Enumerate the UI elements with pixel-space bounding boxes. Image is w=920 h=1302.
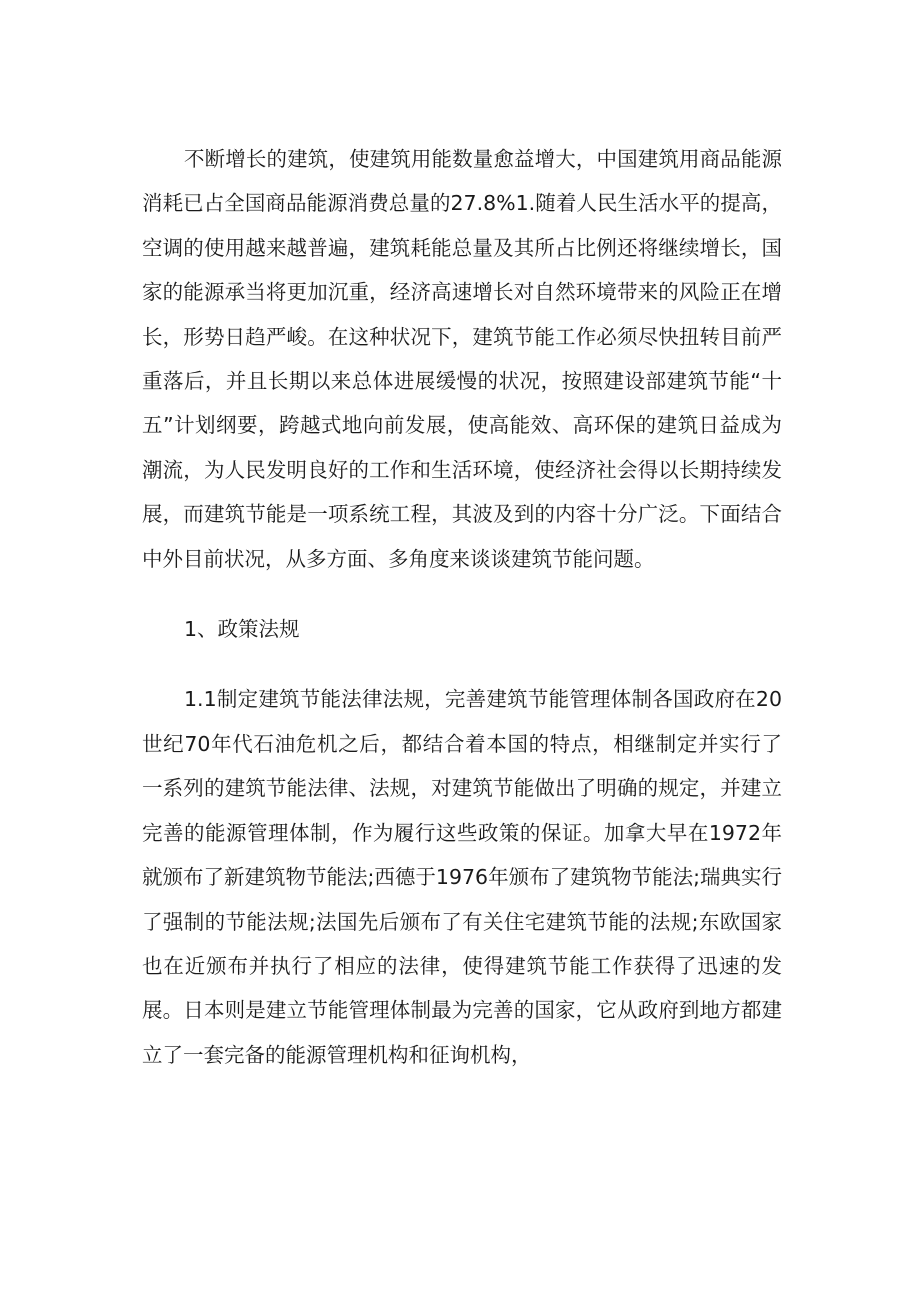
section-heading: 1、政策法规	[184, 617, 300, 642]
intro-paragraph: 不断增长的建筑，使建筑用能数量愈益增大，中国建筑用商品能源消耗已占全国商品能源消费总量的27.8%1.随着人民生活水平的提高，空调的使用越来越普遍，建筑耗能总量及其所占比例还将继续增长，国家的能源承当将更加沉重，经济高速增长对自然环境带来的风险正在增长，形势日趋严峻。在这种状况下，建筑节能工作必须尽快扭转目前严重落后，并且长期以来总体进展缓慢的状况，按照建设部建筑节能“十五”计划纲要，跨越式地向前发展，使高能效、高环保的建筑日益成为潮流，为人民发明良好的工作和生活环境，使经济社会得以长期持续发展，而建筑节能是一项系统工程，其波及到的内容十分广泛。下面结合中外目前状况，从多方面、多角度来谈谈建筑节能问题。	[142, 147, 782, 571]
document-body	[142, 137, 782, 1077]
policy-paragraph: 1.1制定建筑节能法律法规，完善建筑节能管理体制各国政府在20世纪70年代石油危机之后，都结合着本国的特点，相继制定并实行了一系列的建筑节能法律、法规，对建筑节能做出了明确的规定，并建立完善的能源管理体制，作为履行这些政策的保证。加拿大早在1972年就颁布了新建筑物节能法;西德于1976年颁布了建筑物节能法;瑞典实行了强制的节能法规;法国先后颁布了有关住宅建筑节能的法规;东欧国家也在近颁布并执行了相应的法律，使得建筑节能工作获得了迅速的发展。日本则是建立节能管理体制最为完善的国家，它从政府到地方都建立了一套完备的能源管理机构和征询机构，	[142, 687, 782, 1067]
